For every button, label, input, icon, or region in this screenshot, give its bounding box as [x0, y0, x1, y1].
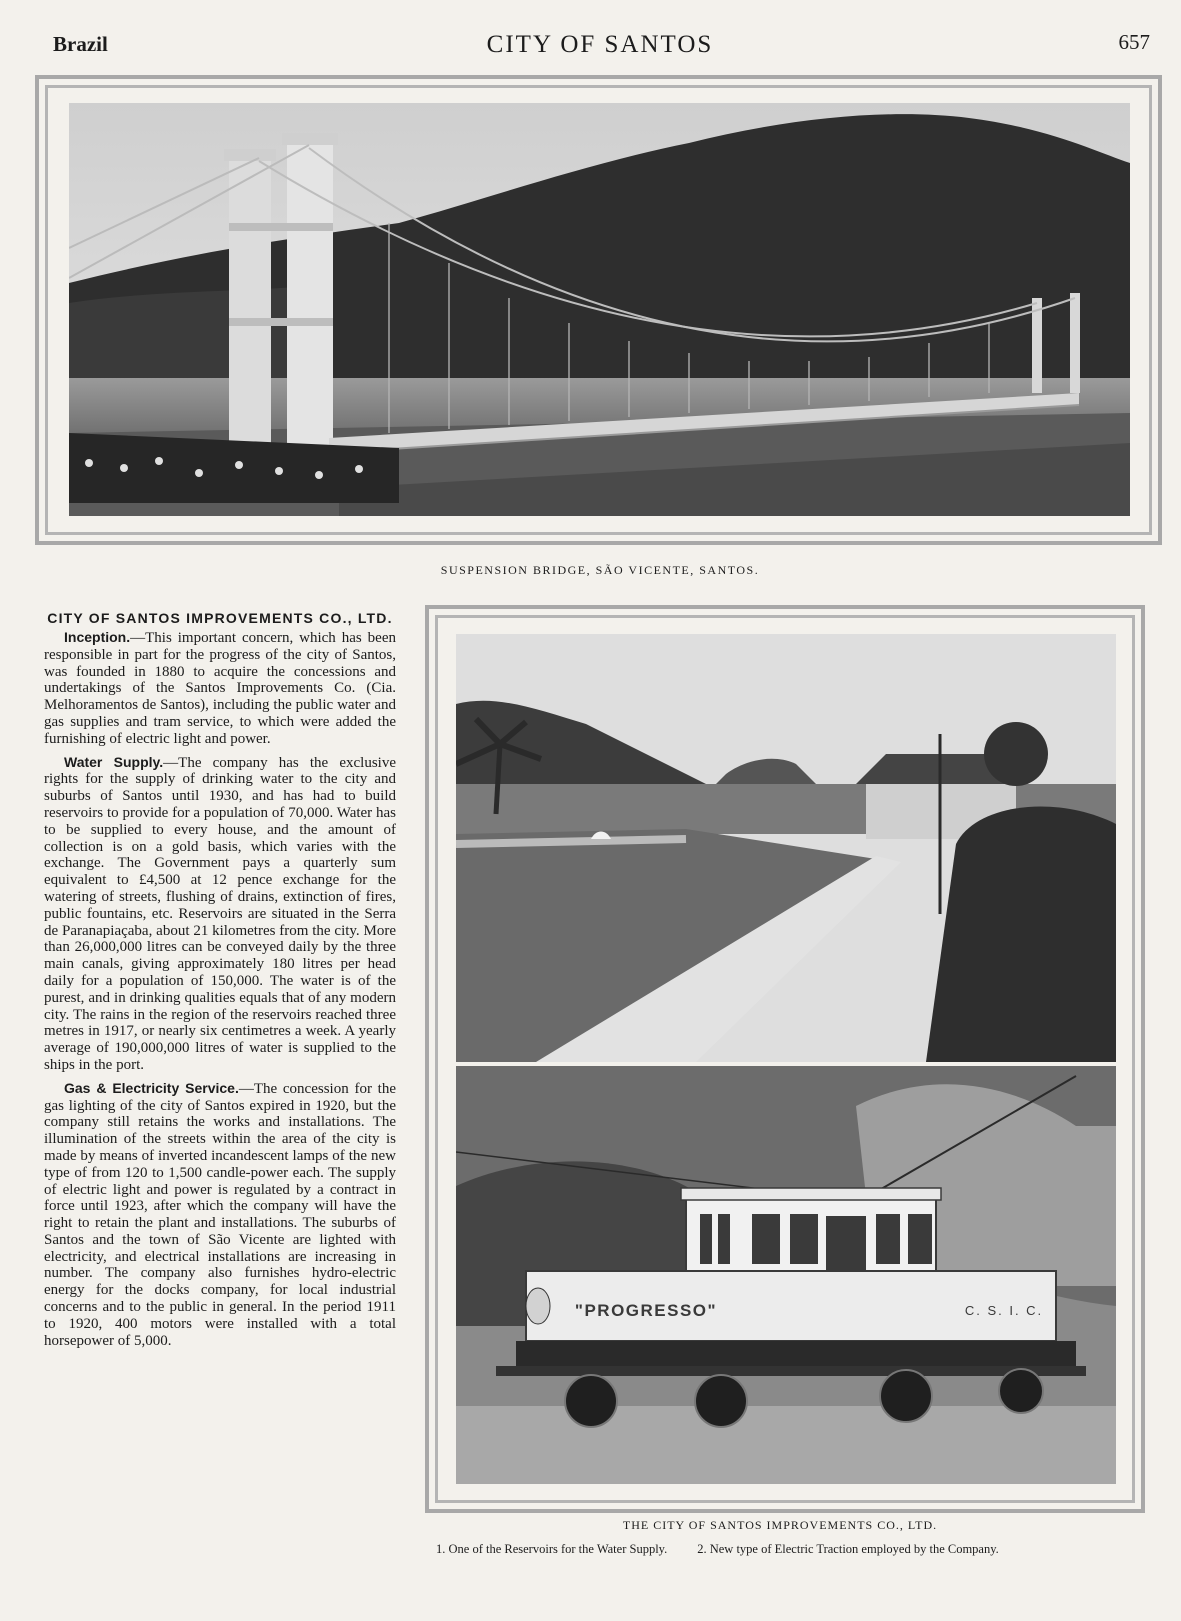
company-caption-list [436, 1542, 1136, 1557]
section-label: Brazil [53, 32, 108, 56]
caption-item: 1. One of the Reservoirs for the Water Supply. [436, 1542, 668, 1556]
article-heading: CITY OF SANTOS IMPROVEMENTS CO., LTD. [47, 610, 393, 626]
paragraph-gas-electricity [44, 1080, 396, 1350]
paragraph-inception [44, 629, 396, 748]
paragraph-text: —The company has the exclusive rights for the supply of drinking water to the city and suburbs of Santos until 1930, and has had to build reservoirs to provide for a population of 70,000. Water has to be supplied to every house, and the amount of collection is on a gold basis, which varies with the exchange. The Government pays a quarterly sum equivalent to £4,500 at 12 pence exchange for the watering of streets, flushing of drains, extinction of fires, public fountains, etc. Reservoirs are situated in the Serra de Paranapiaçaba, about 21 kilometres from the city. More than 26,000,000 litres can be conveyed daily by the three main canals, giving approximately 180 litres per head daily for a population of 150,000. The water is of the purest, and in drinking qualities equals that of any modern city. The rains in the region of the reservoirs reached three metres in 1917, or nearly six centimetres a week. A yearly average of 190,000,000 litres of water is supplied to the ships in the port. [44, 754, 396, 1073]
bridge-caption: SUSPENSION BRIDGE, SÃO VICENTE, SANTOS. [440, 563, 760, 577]
suspension-bridge-photo [69, 103, 1130, 516]
locomotive-name-label: "PROGRESSO" [574, 1301, 718, 1320]
caption-item: 2. New type of Electric Traction employed by the Company. [697, 1542, 999, 1556]
locomotive-mark-label: C. S. I. C. [964, 1303, 1044, 1318]
page-title: CITY OF SANTOS [486, 31, 714, 58]
paragraph-lead: Water Supply. [64, 753, 164, 770]
page-header [50, 28, 1150, 68]
company-caption-title: THE CITY OF SANTOS IMPROVEMENTS CO., LTD. [622, 1518, 938, 1532]
paragraph-text: —This important concern, which has been responsible in part for the progress of the city of Santos, was founded in 1880 to acquire the concessions and undertakings of the Santos Improvements Co. (Cia. Melhoramentos de Santos), including the public water and gas supplies and tram service, to which were added the furnishing of electric light and power. [44, 630, 396, 747]
paragraph-lead: Inception. [64, 629, 131, 645]
locomotive-photo [456, 1066, 1116, 1484]
reservoir-photo [456, 634, 1116, 1062]
page-number: 657 [1118, 30, 1150, 54]
paragraph-lead: Gas & Electricity Service. [64, 1079, 239, 1096]
paragraph-water-supply [44, 754, 396, 1074]
article [44, 610, 396, 1355]
paragraph-text: —The concession for the gas lighting of the city of Santos expired in 1920, but the company still retains the works and installations. The illumination of the streets within the area of the city is made by means of inverted incandescent lamps of the new type of from 120 to 1,500 candle-power each. The supply of electric light and power is regulated by a contract in force until 1923, after which the company will have the right to retain the plant and installations. The suburbs of Santos and the town of São Vicente are lighted with electricity, and electrical installations are increasing in number. The company also furnishes hydro-electric energy for the docks company, for local industrial concerns and to the public in general. In the period 1911 to 1920, 400 motors were installed with a total horsepower of 5,000. [44, 1080, 397, 1349]
